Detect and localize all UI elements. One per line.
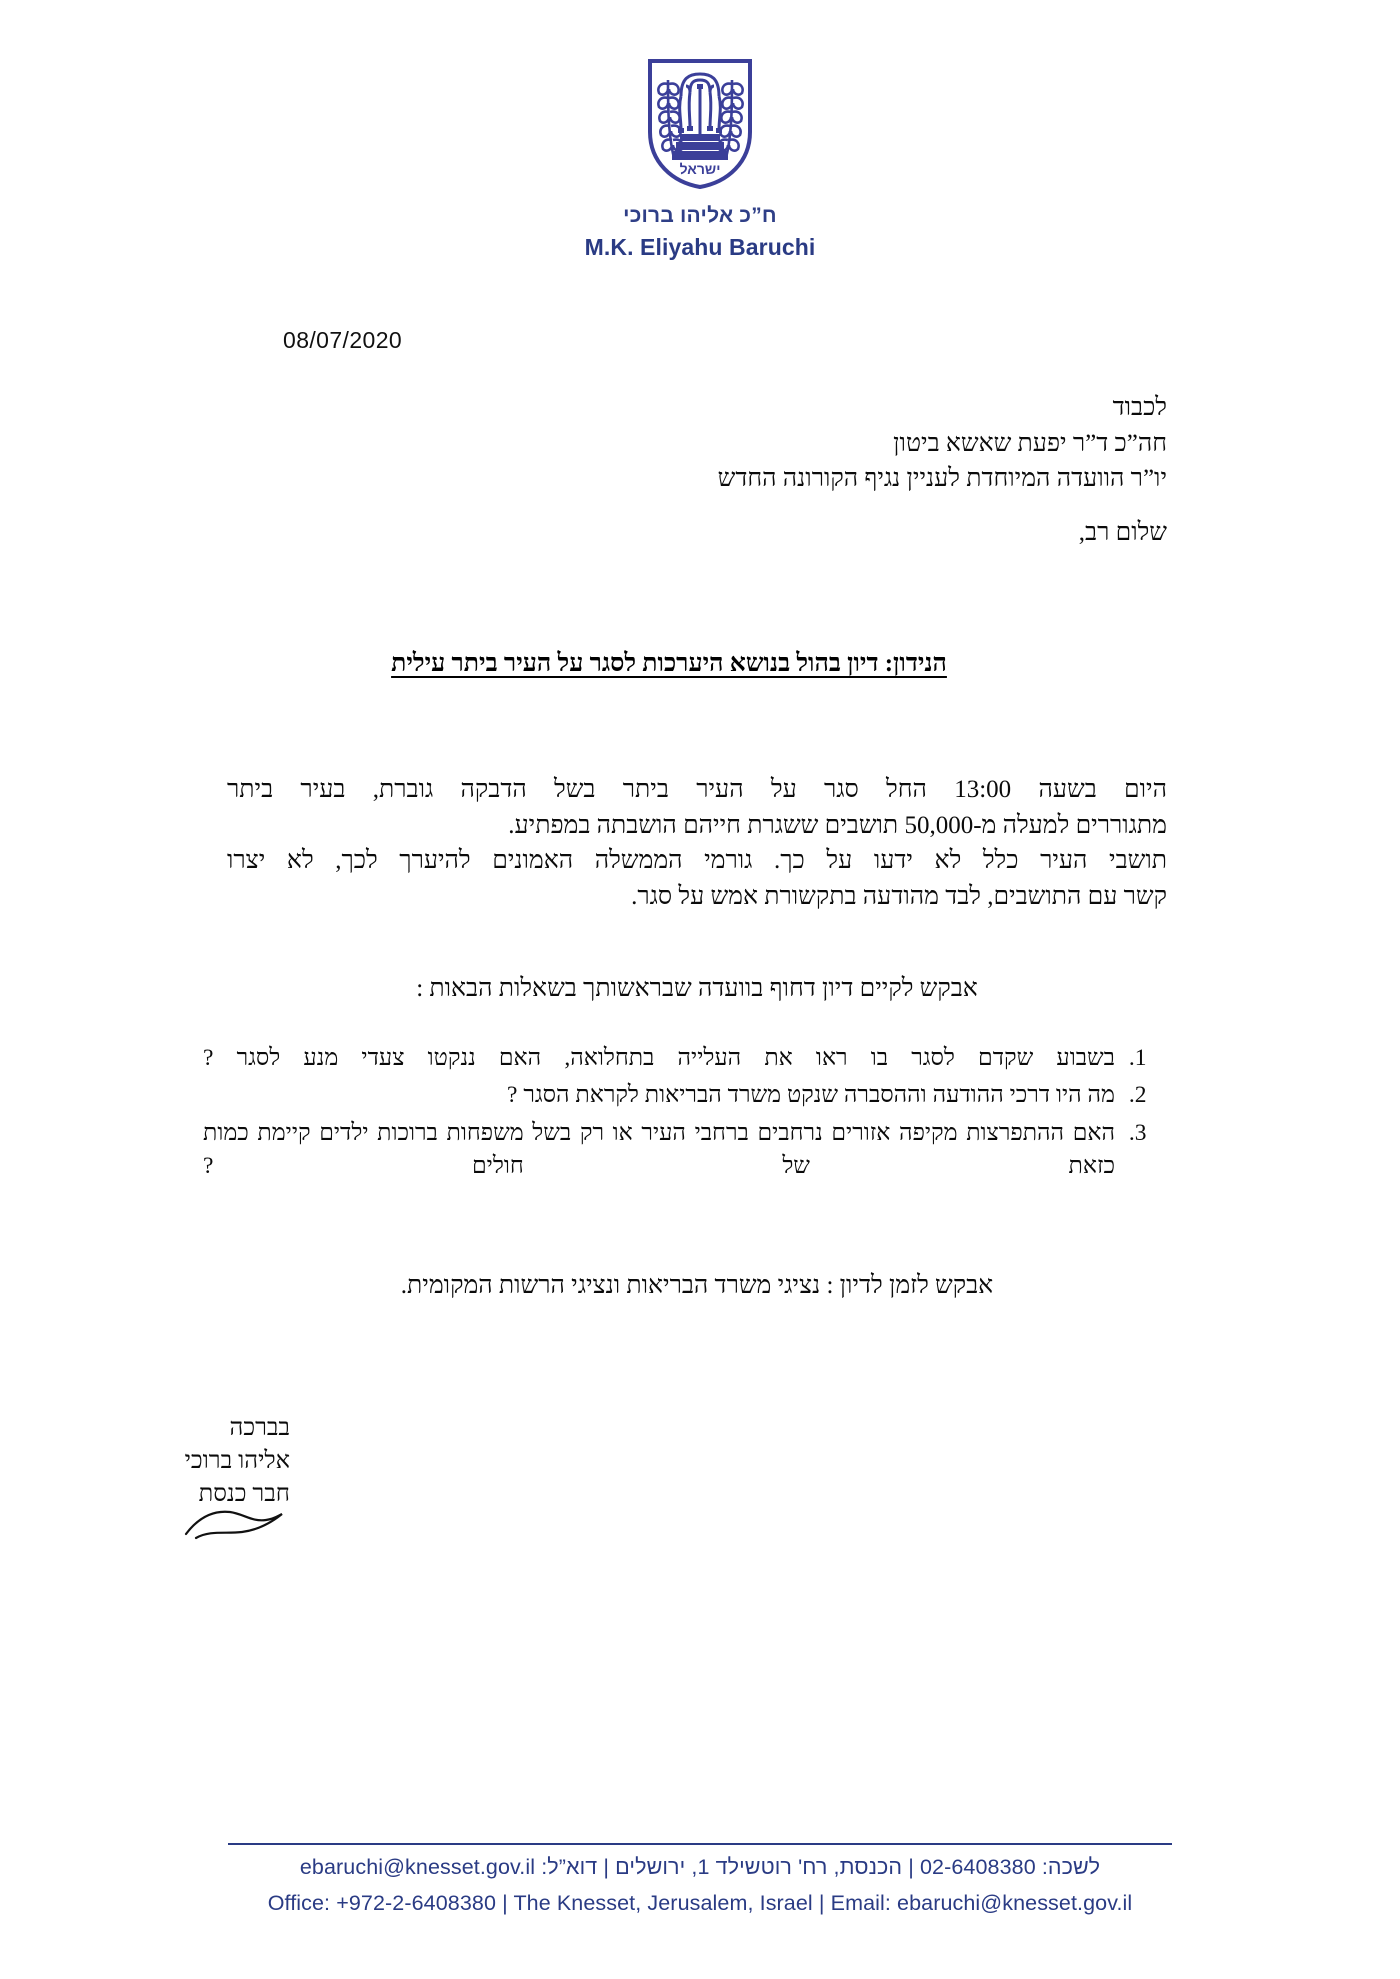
- signature-name: אליהו ברוכי: [184, 1448, 290, 1475]
- addressee-salutation: לכבוד: [1112, 394, 1167, 421]
- list-item: 3. האם ההתפרצות מקיפה אזורים נרחבים ברחבי העיר או רק בשל משפחות ברוכות ילדים קיימת כמות כזאת של חולים ?: [203, 1117, 1123, 1184]
- addressee-block: [718, 390, 1167, 497]
- footer: [228, 1855, 1172, 1916]
- signature-closing: בברכה: [229, 1415, 290, 1441]
- letterhead-name-english: M.K. Eliyahu Baruchi: [584, 234, 816, 260]
- addressee-title: יו”ר הוועדה המיוחדת לעניין נגיף הקורונה החדש: [717, 465, 1167, 492]
- body-line-2: מתגוררים למעלה מ-50,000 תושבים ששגרת חייהם הושבתה במפתיע.: [508, 811, 1167, 839]
- signature-role: חבר כנסת: [198, 1481, 290, 1508]
- letterhead: [0, 58, 1400, 261]
- addressee-name: חה”כ ד”ר יפעת שאשא ביטון: [893, 429, 1167, 457]
- footer-hebrew: לשכה: 02-6408380 | הכנסת, רח' רוטשילד 1, ירושלים | דוא”ל: ebaruchi@knesset.gov.il: [299, 1855, 1101, 1879]
- israel-state-emblem-icon: [644, 58, 756, 190]
- body-line-1: היום בשעה 13:00 החל סגר על העיר ביתר בשל הדבקה גוברת, בעיר ביתר: [227, 776, 1167, 803]
- list-item: 1. בשבוע שקדם לסגר בו ראו את העלייה בתחלואה, האם ננקטו צעדי מנע לסגר ?: [203, 1042, 1123, 1075]
- letterhead-name-hebrew: ח”כ אליהו ברוכי: [623, 204, 777, 227]
- body-paragraph: [227, 772, 1167, 914]
- questions-list: [203, 1042, 1167, 1187]
- request-line: אבקש לקיים דיון דחוף בוועדה שבראשותך בשאלות הבאות :: [416, 975, 978, 1002]
- handwritten-signature-icon: [182, 1500, 302, 1548]
- body-line-3: תושבי העיר כלל לא ידעו על כך. גורמי הממשלה האמונים להיערך לכך, לא יצרו: [227, 847, 1167, 874]
- greeting: שלום רב,: [1078, 519, 1167, 546]
- svg-text:ישראל: ישראל: [679, 161, 721, 177]
- subject-line: [0, 650, 1400, 678]
- list-item: 2. מה היו דרכי ההודעה וההסברה שנקט משרד הבריאות לקראת הסגר ?: [203, 1079, 1123, 1112]
- letter-date: 08/07/2020: [283, 327, 403, 353]
- subject-text: הנידון: דיון בהול בנושא היערכות לסגר על העיר ביתר עילית: [391, 650, 947, 677]
- body-line-4: קשר עם התושבים, לבד מהודעה בתקשורת אמש על סגר.: [631, 882, 1167, 910]
- signature-block: [185, 1412, 290, 1511]
- footer-divider: [228, 1843, 1172, 1845]
- footer-english: Office: +972-2-6408380 | The Knesset, Jerusalem, Israel | Email: ebaruchi@knesset.gov.il: [267, 1891, 1133, 1915]
- invite-line: אבקש לזמן לדיון : נציגי משרד הבריאות ונציגי הרשות המקומית.: [400, 1272, 994, 1299]
